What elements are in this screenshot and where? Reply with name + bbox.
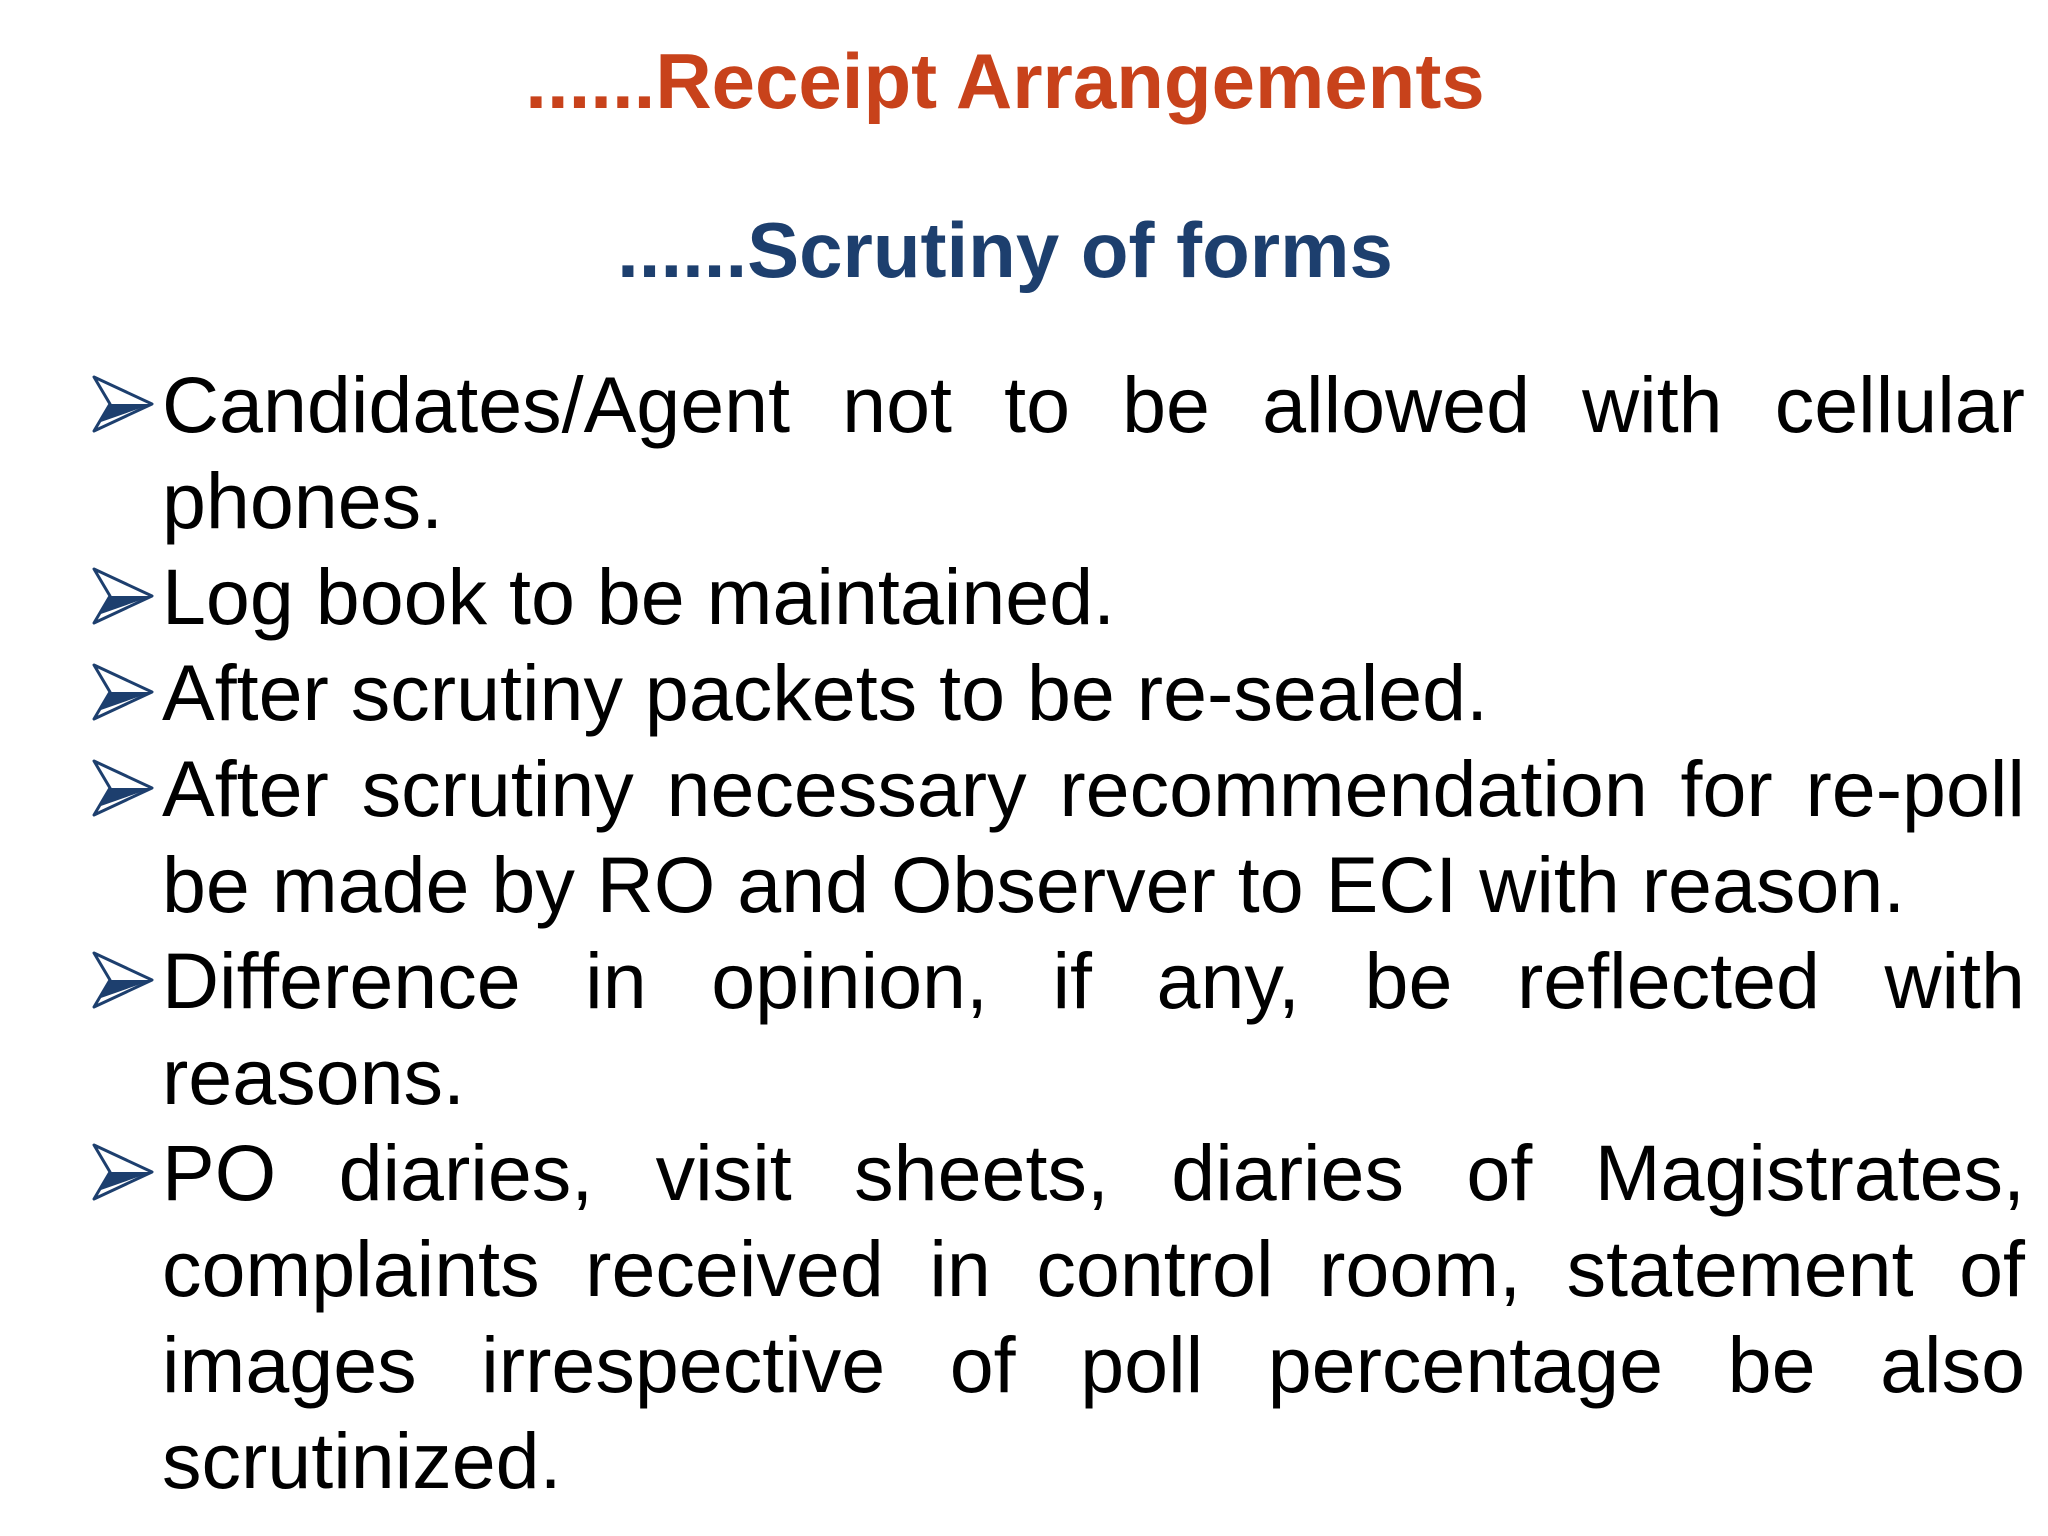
arrowhead-bullet-icon (90, 659, 156, 725)
bullet-text: Difference in opinion, if any, be reflected with reasons. (162, 936, 2025, 1121)
bullet-text: After scrutiny packets to be re-sealed. (162, 648, 1489, 737)
bullet-item (90, 1125, 2025, 1509)
bullet-item (90, 645, 2025, 741)
bullet-item (90, 357, 2025, 549)
bullet-list (90, 357, 2025, 1509)
bullet-text: Candidates/Agent not to be allowed with cellular phones. (162, 360, 2025, 545)
slide-subtitle: ......Scrutiny of forms (617, 206, 1393, 294)
arrowhead-bullet-icon (90, 755, 156, 821)
arrowhead-bullet-icon (90, 1139, 156, 1205)
bullet-text: Log book to be maintained. (162, 552, 1116, 641)
bullet-item (90, 549, 2025, 645)
arrowhead-bullet-icon (90, 563, 156, 629)
bullet-item (90, 933, 2025, 1125)
bullet-text: PO diaries, visit sheets, diaries of Magistrates, complaints received in control room, statement of images irrespective of poll percentage be also scrutinized. (162, 1128, 2025, 1505)
bullet-text: After scrutiny necessary recommendation for re-poll be made by RO and Observer to ECI with reason. (162, 744, 2025, 929)
bullet-item (90, 741, 2025, 933)
arrowhead-bullet-icon (90, 371, 156, 437)
slide-title: ......Receipt Arrangements (525, 37, 1485, 125)
arrowhead-bullet-icon (90, 947, 156, 1013)
